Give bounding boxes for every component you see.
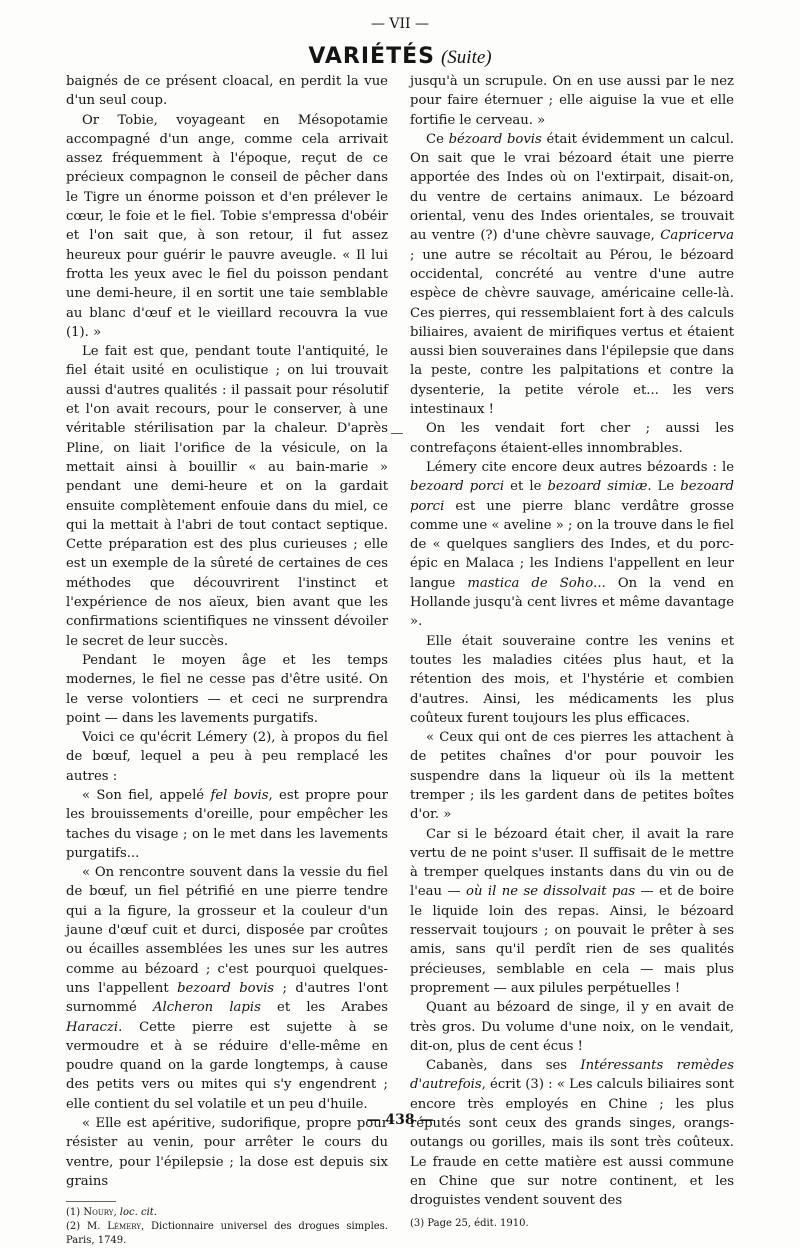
- footnote-author: Noury: [83, 1207, 114, 1219]
- left-column: [66, 72, 388, 1248]
- text-run: Lémery cite encore deux autres bézoards : le: [426, 459, 734, 475]
- title-text: VARIÉTÉS: [308, 44, 435, 69]
- paragraph: « Ceux qui ont de ces pierres les attachent à de petites chaînes d'or pour pouvoir les suspendre dans la liqueur où ils la mettent tremper ; ils les gardent dans de petites boîtes d'or. »: [410, 730, 734, 823]
- text-run: Ce: [426, 131, 449, 147]
- italic-term: Alcheron lapis: [153, 1000, 261, 1016]
- text-run: Cabanès, dans ses: [426, 1058, 581, 1074]
- paragraph: On les vendait fort cher ; aussi les contrefaçons étaient-elles innombrables.: [410, 421, 734, 456]
- text-run: Car si le bézoard était cher, il avait la rare vertu de ne point s'user. Il suffisait de le mettre à tremper quelques instants dans du vin ou de l'eau —: [410, 826, 734, 900]
- footnote-number: (2): [66, 1221, 81, 1233]
- footnote-author: M. Lémery: [87, 1221, 141, 1233]
- margin-mark: [391, 433, 403, 434]
- title-suite: (Suite): [440, 47, 492, 68]
- paragraph: jusqu'à un scrupule. On en use aussi par le nez pour faire éternuer ; elle aiguise la vue et elle fortifie le cerveau. »: [410, 74, 734, 128]
- footnote-2: [66, 1220, 388, 1248]
- paragraph: Or Tobie, voyageant en Mésopotamie accompagné d'un ange, comme cela arrivait assez fréquemment à l'époque, reçut de ce précieux compagnon le conseil de pêcher dans le Tigre un énorme poisson et d'en prélever le cœur, le foie et le fiel. Tobie s'empressa d'obéir et l'on sait que, à son retour, il fut assez heureux pour guérir le pauvre aveugle. « Il lui frotta les yeux avec le fiel du poisson pendant une demi-heure, il en sortit une taie semblable au blanc d'œuf et le vieillard recouvra la vue (1). »: [66, 112, 388, 340]
- text-run: et le: [504, 479, 548, 495]
- text-run: « Son fiel, appelé: [82, 787, 211, 803]
- page-roman-numeral: — VII —: [370, 16, 430, 32]
- italic-term: bezoard porci: [410, 479, 734, 514]
- right-column: [410, 72, 734, 1231]
- italic-term: bezoard bovis: [177, 980, 275, 996]
- paragraph: [410, 825, 734, 999]
- text-run: est une pierre blanc verdâtre grosse comme une « aveline » ; on la trouve dans le fiel de « quelques sangliers des Indes, et du porc-épic en Malaca ; les Indiens l'appellent en leur langue: [410, 498, 734, 591]
- text-run: « On rencontre souvent dans la vessie du fiel de bœuf, un fiel pétrifié en une pierre tendre qui a la figure, la grosseur et la couleur d'un jaune d'œuf cuit et durci, disposée par croûtes ou écailles assemblées les unes sur les autres comme au bézoard ; c'est pourquoi quelques-uns l'appellent: [66, 865, 388, 996]
- text-run: , est propre pour les brouissements d'oreille, pour empêcher les taches du visage ; on le met dans les lavements purgatifs...: [66, 787, 388, 861]
- text-run: . Le: [647, 479, 681, 495]
- footnote-1: [66, 1206, 388, 1220]
- text-run: était évidemment un calcul. On sait que le vrai bézoard était une pierre apportée des Indes où on l'extirpait, disait-on, du ventre de certains animaux. Le bézoard oriental, venu des Indes orientales, se trouvait au ventre (?) d'une chèvre sauvage,: [410, 131, 734, 244]
- italic-term: bézoard bovis: [448, 131, 542, 147]
- footnote-rule: [66, 1201, 116, 1202]
- page-number: — 438 —: [366, 1112, 434, 1128]
- paragraph: Elle était souveraine contre les venins et toutes les maladies citées plus haut, et la rétention des mois, et l'hystérie et combien d'autres. Ainsi, les médicaments les plus coûteux furent toujours les plus efficaces.: [410, 633, 734, 726]
- text-run: ... On la vend en Hollande jusqu'à cent livres et même davantage ».: [410, 575, 735, 630]
- footnote-text: , loc. cit.: [113, 1207, 157, 1219]
- italic-term: où il ne se dissolvait pas: [466, 884, 636, 900]
- paragraph: [66, 786, 388, 863]
- italic-term: Haraczi: [66, 1019, 119, 1035]
- text-run: . Cette pierre est sujette à se vermoudre et à se réduire d'elle-même en poudre quand on la garde longtemps, à cause des petits vers ou mites qui s'y engendrent ; elle contient du sel volatile et un peu d'huile.: [66, 1019, 388, 1112]
- text-run: , écrit (3) : « Les calculs biliaires sont encore très employés en Chine ; les plus réputés sont ceux des grands singes, orangs-outangs ou gorilles, mais ils sont très coûteux. Le fraude en cette matière est aussi commune en Chine que sur notre continent, et les droguistes vendent souvent des: [410, 1077, 734, 1209]
- italic-term: bezoard porci: [410, 479, 505, 495]
- paragraph: [410, 1056, 734, 1210]
- footnote-text: , Dictionnaire universel des drogues simples. Paris, 1749.: [66, 1221, 388, 1247]
- text-run: ; une autre se récoltait au Pérou, le bézoard occidental, concrété au ventre d'une autre espèce de chèvre sauvage, américaine celle-là. Ces pierres, qui ressemblaient fort à des calculs biliaires, avaient de mirifiques vertus et étaient aussi bien souveraines dans l'épilepsie que dans la peste, contre les palpitations et contre la dysenterie, la petite vérole et... les vers intestinaux !: [410, 247, 734, 418]
- footnote-number: (1): [66, 1207, 81, 1219]
- paragraph: Le fait est que, pendant toute l'antiquité, le fiel était usité en oculistique ; on lui trouvait aussi d'autres qualités : il passait pour résolutif et l'on avait recours, pour le conserver, à une véritable stérilisation par la chaleur. D'après Pline, on liait l'orifice de la vésicule, on la mettait ainsi à bouillir « au bain-marie » pendant une demi-heure et on la gardait ensuite complètement enfouie dans du miel, ce qui la mettait à l'abri de tout contact septique. Cette préparation est des plus curieuses ; elle est un exemple de la sûreté de certaines de ces méthodes que découvrirent l'instinct et l'expérience de nos aïeux, bien avant que les confirmations scientifiques ne vinssent dévoiler le secret de leur succès.: [66, 344, 388, 649]
- paragraph: [66, 863, 388, 1114]
- italic-term: fel bovis: [210, 787, 269, 803]
- text-run: et les Arabes: [260, 1000, 388, 1016]
- paragraph: baignés de ce présent cloacal, en perdit la vue d'un seul coup.: [66, 74, 388, 109]
- italic-term: mastica de Soho: [467, 575, 594, 591]
- paragraph: Quant au bézoard de singe, il y en avait de très gros. Du volume d'une noix, on le vendait, dit-on, plus de cent écus !: [410, 1000, 734, 1054]
- text-run: ; d'autres l'ont surnommé: [66, 980, 388, 1016]
- text-run: — et de boire le liquide loin des repas. Ainsi, le bézoard resservait toujours ; on pouvait le prêter à ses amis, sans qu'il perdît rien de ses qualités précieuses, semblable en cela — mais plus proprement — aux pilules perpétuelles !: [410, 884, 735, 996]
- paragraph: [410, 458, 734, 632]
- paragraph: Pendant le moyen âge et les temps modernes, le fiel ne cesse pas d'être usité. On le verse volontiers — et ceci ne surprendra point — dans les lavements purgatifs.: [66, 652, 388, 726]
- footnote-3: (3) Page 25, édit. 1910.: [410, 1217, 529, 1229]
- italic-term: Capricerva: [660, 228, 734, 244]
- italic-term: bezoard simiæ: [547, 479, 648, 495]
- paragraph: « Elle est apéritive, sudorifique, propre pour résister au venin, pour arrêter le cours du ventre, pour l'épilepsie ; la dose est depuis six grains: [66, 1116, 388, 1189]
- section-title: [0, 44, 800, 69]
- italic-term: Intéressants remèdes d'autrefois: [410, 1058, 734, 1093]
- paragraph: [410, 130, 734, 419]
- paragraph: Voici ce qu'écrit Lémery (2), à propos du fiel de bœuf, lequel a peu à peu remplacé les autres :: [66, 730, 388, 784]
